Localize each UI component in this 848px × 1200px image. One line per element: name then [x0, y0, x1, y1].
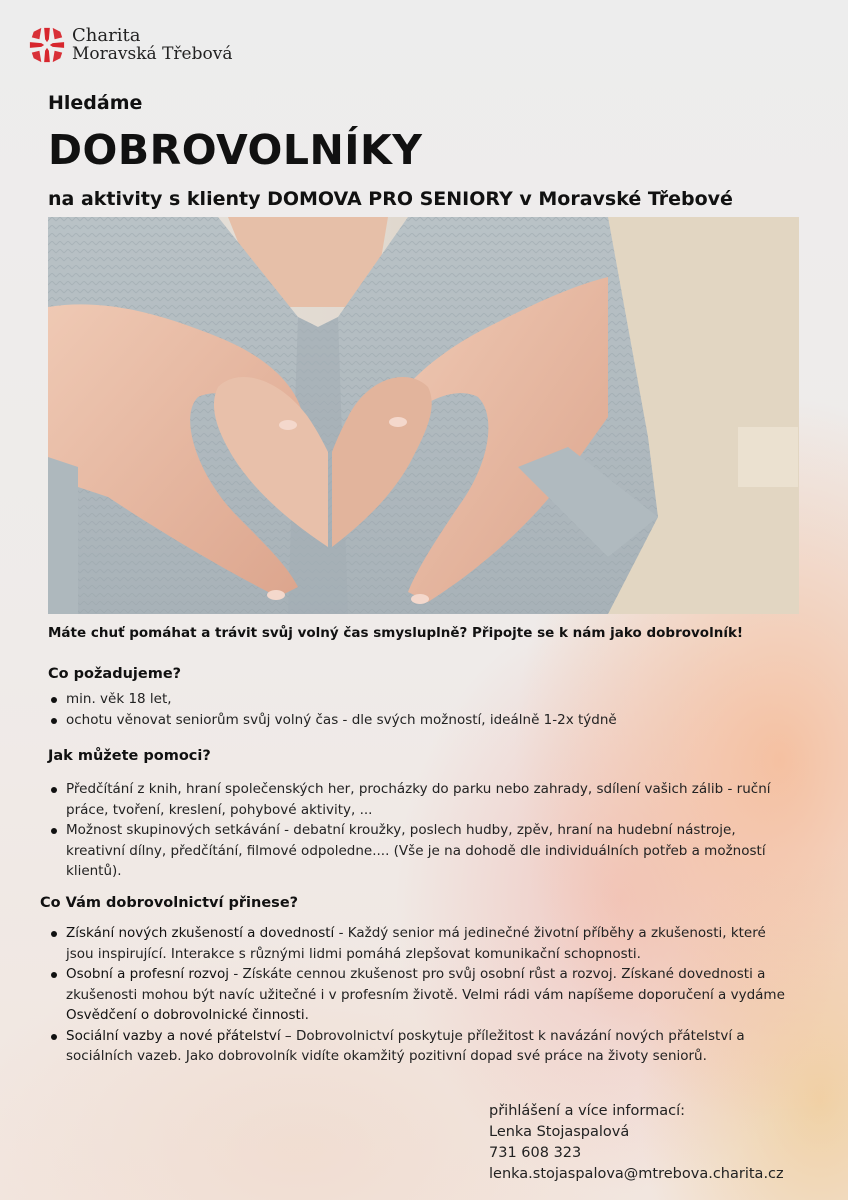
- benefit-lead: Sociální vazby a nové přátelství: [66, 1027, 281, 1044]
- headline: DOBROVOLNÍKY: [48, 126, 423, 174]
- benefit-text: – Dobrovolnictví poskytuje příležitost k navázání nových přátelství a sociálních vazeb. Jako dobrovolník vidíte okamžitý pozitivní dopad své práce na životy seniorů.: [66, 1027, 749, 1064]
- list-item: ochotu věnovat seniorům svůj volný čas - dle svých možností, ideálně 1-2x týdně: [48, 710, 788, 731]
- contact-email[interactable]: lenka.stojaspalova@mtrebova.charita.cz: [489, 1166, 784, 1182]
- requirements-list: [48, 689, 788, 730]
- benefits-title: Co Vám dobrovolnictví přinese?: [40, 895, 299, 911]
- help-list: [48, 779, 778, 882]
- benefit-lead: Osobní a profesní rozvoj: [66, 966, 230, 982]
- kicker: Hledáme: [48, 92, 143, 114]
- tagline: Máte chuť pomáhat a trávit svůj volný čas smysluplně? Připojte se k nám jako dobrovolník!: [48, 625, 744, 641]
- charita-logo: [28, 26, 232, 64]
- hero-photo: [48, 217, 799, 614]
- contact-phone: 731 608 323: [489, 1145, 582, 1161]
- help-title: Jak můžete pomoci?: [48, 748, 211, 764]
- list-item: [48, 1026, 788, 1067]
- list-item: [48, 923, 788, 964]
- list-item: Předčítání z knih, hraní společenských her, procházky do parku nebo zahrady, sdílení vašich zálib - ruční práce, tvoření, kreslení, pohybové aktivity, ...: [48, 779, 778, 820]
- contact-name: Lenka Stojaspalová: [489, 1124, 630, 1140]
- subtitle-part-3: v Moravské Třebové: [512, 188, 733, 210]
- logo-line-1: Charita: [72, 25, 141, 46]
- benefit-lead: Získání nových zkušeností a dovedností: [66, 925, 335, 941]
- contact-block: [489, 1101, 784, 1185]
- benefit-text: - Získáte cennou zkušenost pro svůj osobní růst a rozvoj. Získané dovednosti a zkušenosti mohou být navíc užitečné i v profesním životě. Velmi rádi vám napíšeme doporučení a vydáme: [66, 966, 790, 1003]
- charita-cross-icon: [28, 26, 66, 64]
- list-item: Možnost skupinových setkávání - debatní kroužky, poslech hudby, zpěv, hraní na hudební nástroje, kreativní dílny, předčítání, filmové odpoledne.... (Vše je na dohodě dle individuálních potřeb a možností klientů).: [48, 820, 778, 882]
- logo-line-2: Moravská Třebová: [72, 44, 233, 64]
- contact-label: přihlášení a více informací:: [489, 1103, 686, 1119]
- subtitle: [48, 188, 733, 210]
- list-item: min. věk 18 let,: [48, 689, 788, 710]
- benefits-list: [48, 923, 788, 1067]
- list-item: [48, 964, 788, 1026]
- benefit-certificate: Osvědčení o dobrovolnické činnosti: [66, 1007, 305, 1023]
- subtitle-part-1: na aktivity s klienty: [48, 188, 268, 210]
- subtitle-part-2: DOMOVA PRO SENIORY: [267, 188, 513, 210]
- requirements-title: Co požadujeme?: [48, 666, 182, 682]
- benefit-tail: .: [304, 1007, 309, 1023]
- benefit-text: - Každý senior má jedinečné životní příběhy a zkušenosti, které jsou inspirující. Interakce s různými lidmi pomáhá zlepšovat komunikační schopnosti.: [66, 925, 771, 962]
